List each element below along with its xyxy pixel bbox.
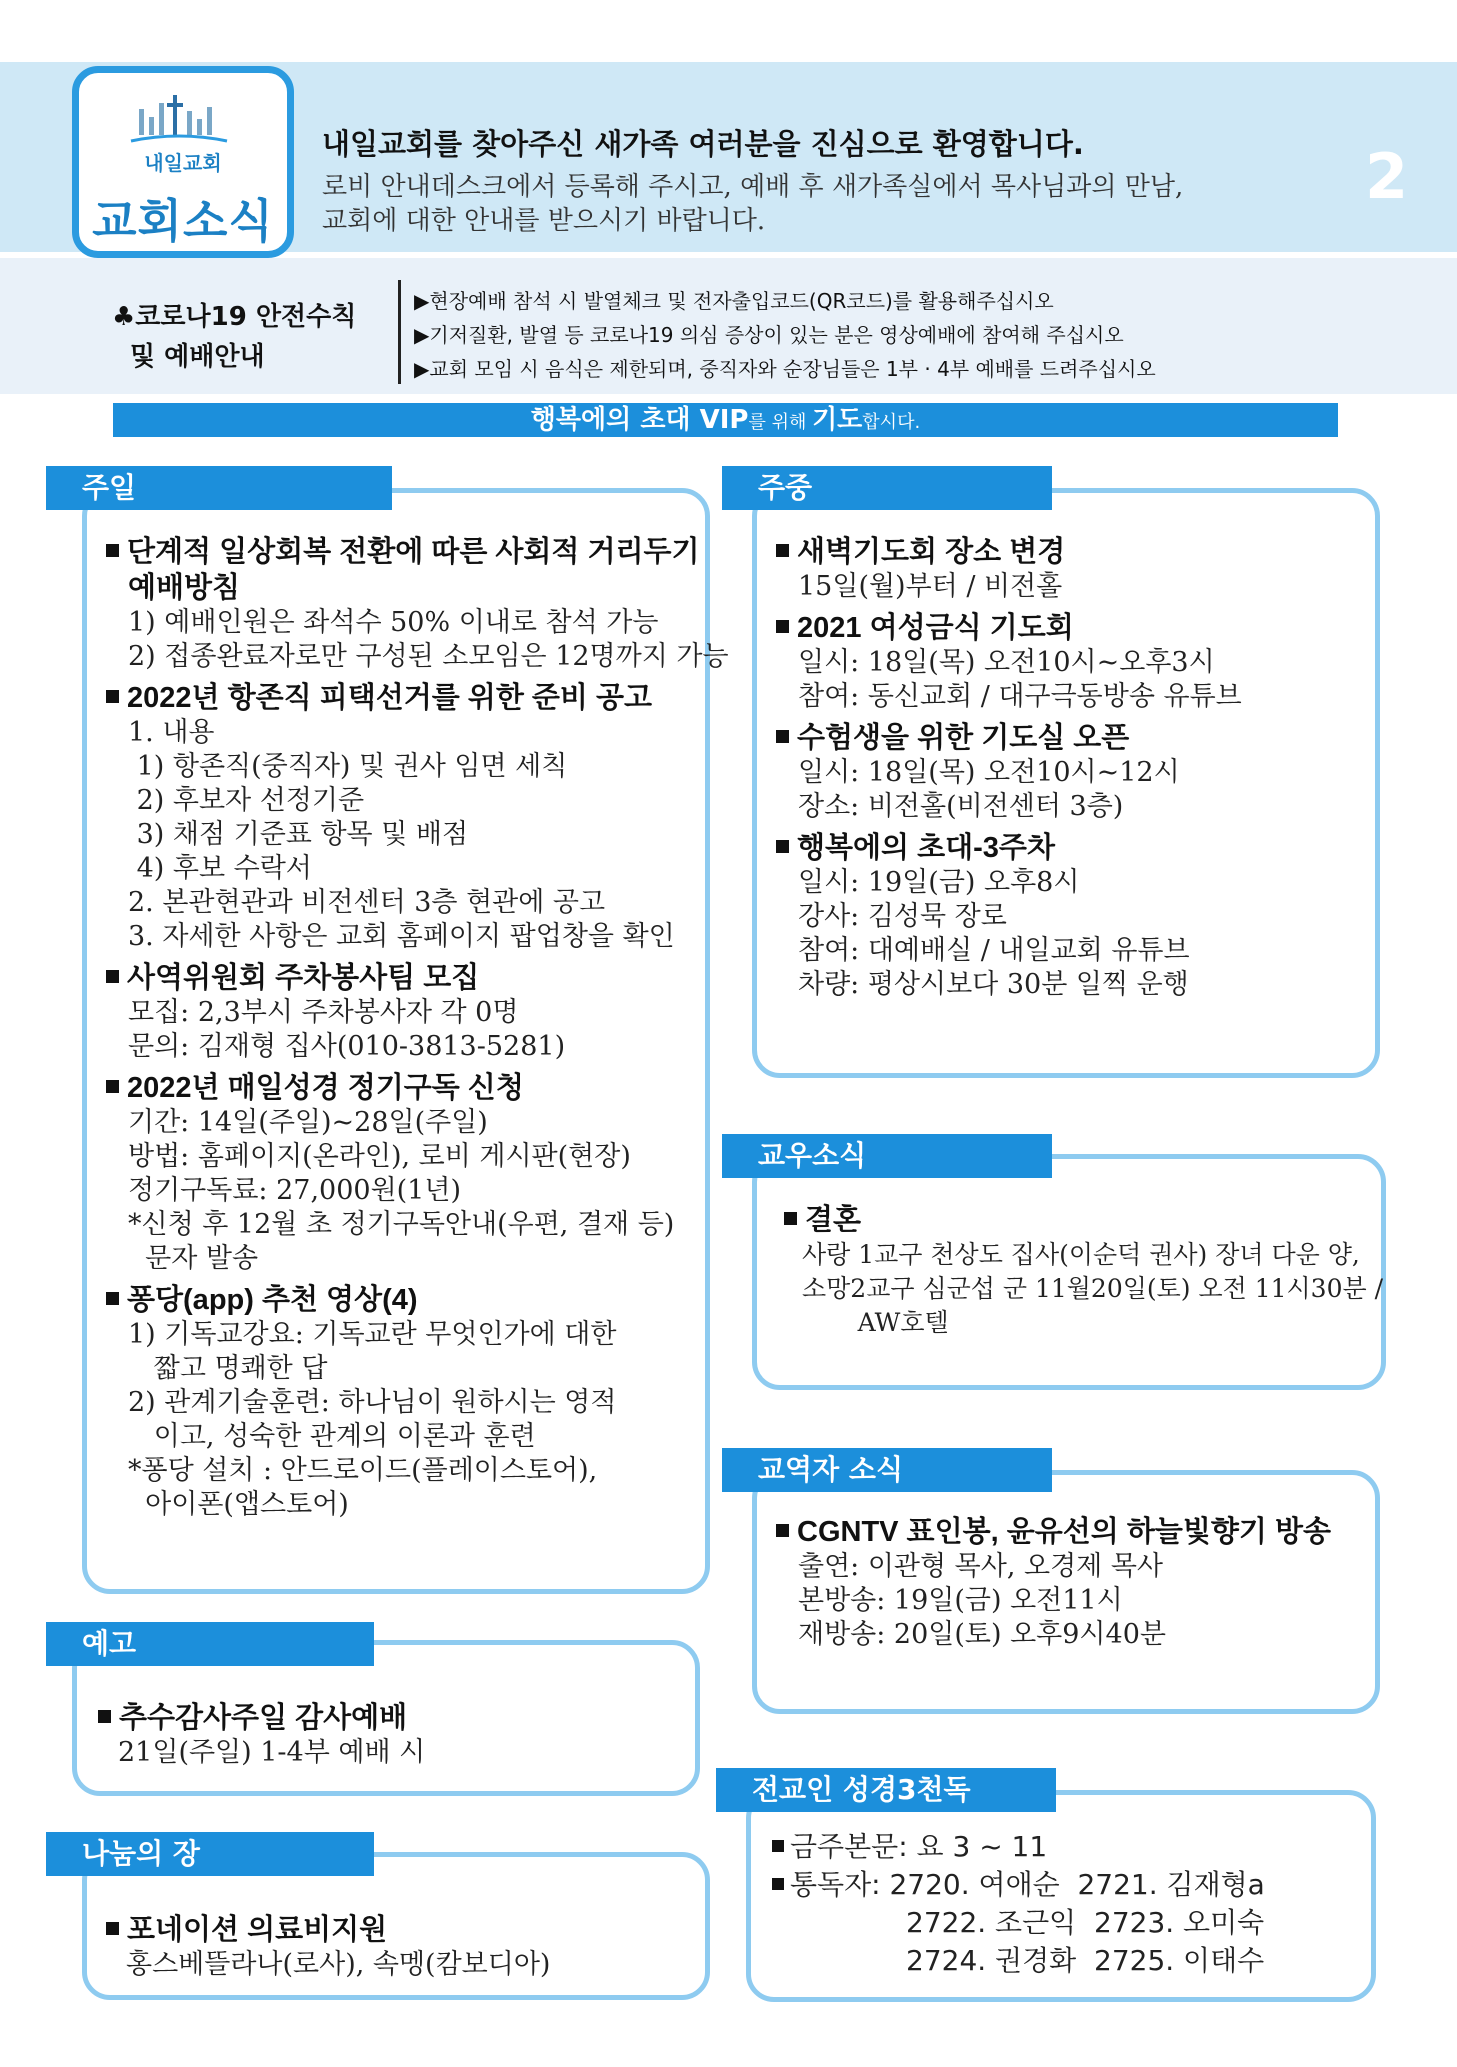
list-item-title: 포네이션 의료비지원: [106, 1912, 696, 1948]
bullet-square-icon: [776, 620, 789, 633]
list-item-body: [776, 756, 1366, 824]
body-line: 1) 기독교강요: 기독교란 무엇인가에 대한: [128, 1319, 617, 1350]
welcome-line-1: 로비 안내데스크에서 등록해 주시고, 예배 후 새가족실에서 목사님과의 만남,: [322, 172, 1184, 202]
bullet-square-icon: [106, 1922, 119, 1935]
covid-line: ▶기저질환, 발열 등 코로나19 의심 증상이 있는 분은 영상예배에 참여해 주십시오: [414, 323, 1124, 347]
list-item-body: [776, 866, 1366, 1002]
body-line: 출연: 이관형 목사, 오경제 목사: [798, 1551, 1163, 1582]
list-item-body: [776, 570, 1366, 604]
sunday-content: [106, 528, 729, 1522]
body-line: 강사: 김성묵 장로: [798, 901, 1007, 932]
body-line: 1) 예배인원은 좌석수 50% 이내로 참석 가능: [128, 607, 659, 638]
bullet-square-icon: [106, 1080, 119, 1093]
church-logo: [72, 66, 294, 258]
body-line: 15일(월)부터 / 비전홀: [798, 571, 1063, 602]
body-line: 참여: 대예배실 / 내일교회 유튜브: [798, 935, 1190, 966]
weekday-tab: 주중: [722, 466, 1052, 510]
list-item-body: [106, 1106, 706, 1276]
church-building-icon: [129, 91, 229, 147]
body-line: 기간: 14일(주일)~28일(주일): [128, 1107, 488, 1138]
body-line: 이고, 성숙한 관계의 이론과 훈련: [128, 1421, 536, 1452]
bullet-square-icon: [776, 840, 789, 853]
page-title: 교회소식: [92, 194, 274, 248]
list-item-body: [776, 646, 1366, 714]
members-tab: 교우소식: [722, 1134, 1052, 1178]
weekday-content: [776, 528, 1366, 1002]
bible-tab: 전교인 성경3천독: [716, 1768, 1056, 1812]
banner-part-2: 를 위해: [748, 412, 813, 433]
list-item-body: [106, 1318, 706, 1522]
body-line: 2. 본관현관과 비전센터 3층 현관에 공고: [128, 887, 606, 918]
body-line: 참여: 동신교회 / 대구극동방송 유튜브: [798, 681, 1242, 712]
notice-tab: 예고: [46, 1622, 374, 1666]
body-line: 문의: 김재형 집사(010-3813-5281): [128, 1031, 566, 1062]
body-line: 재방송: 20일(토) 오후9시40분: [798, 1619, 1166, 1650]
bullet-square-icon: [776, 544, 789, 557]
welcome-line-2: 교회에 대한 안내를 받으시기 바랍니다.: [322, 206, 766, 236]
body-line: 문자 발송: [128, 1243, 259, 1274]
list-item-title: CGNTV 표인봉, 윤유선의 하늘빛향기 방송: [776, 1514, 1376, 1550]
body-line: 본방송: 19일(금) 오전11시: [798, 1585, 1123, 1616]
body-line: 소망2교구 심군섭 군 11월20일(토) 오전 11시30분 /: [802, 1274, 1384, 1303]
bullet-square-icon: [784, 1212, 797, 1225]
bible-line: 2722. 조근익 2723. 오미숙: [906, 1906, 1265, 1939]
body-line: 모집: 2,3부시 주차봉사자 각 0명: [128, 997, 519, 1028]
body-line: 방법: 홈페이지(온라인), 로비 게시판(현장): [128, 1141, 631, 1172]
body-line: AW호텔: [802, 1308, 949, 1337]
list-item-title: 행복에의 초대-3주차: [776, 830, 1366, 866]
divider: [398, 280, 401, 384]
list-item-title: 수험생을 위한 기도실 오픈: [776, 720, 1366, 756]
body-line: 1. 내용: [128, 717, 215, 748]
ministers-content: [776, 1508, 1376, 1652]
banner-part-1: 행복에의 초대 VIP: [530, 405, 749, 435]
covid-line: ▶현장예배 참석 시 발열체크 및 전자출입코드(QR코드)를 활용해주십시오: [414, 289, 1054, 313]
list-item-title: 2021 여성금식 기도회: [776, 610, 1366, 646]
list-item-title: 사역위원회 주차봉사팀 모집: [106, 960, 706, 996]
body-line: 홍스베뜰라나(로사), 속멩(캄보디아): [126, 1949, 551, 1980]
list-item-title: 새벽기도회 장소 변경: [776, 534, 1366, 570]
list-item-title: 결혼: [784, 1202, 1384, 1238]
body-line: 2) 관계기술훈련: 하나님이 원하시는 영적: [128, 1387, 617, 1418]
prayer-banner: [113, 403, 1338, 437]
list-item-title: 추수감사주일 감사예배: [98, 1700, 688, 1736]
bullet-square-icon: [98, 1710, 111, 1723]
sharing-content: [106, 1906, 696, 1982]
body-line: *신청 후 12월 초 정기구독안내(우편, 결재 등): [128, 1209, 675, 1240]
body-line: 일시: 19일(금) 오후8시: [798, 867, 1080, 898]
list-item-title: 퐁당(app) 추천 영상(4): [106, 1282, 706, 1318]
list-item-body: [776, 1550, 1376, 1652]
sunday-tab: 주일: [46, 466, 392, 510]
bullet-square-icon: [106, 970, 119, 983]
body-line: 장소: 비전홀(비전센터 3층): [798, 791, 1124, 822]
ministers-tab: 교역자 소식: [722, 1448, 1052, 1492]
bullet-square-icon: [106, 1292, 119, 1305]
list-item-body: [784, 1238, 1384, 1340]
list-item-title: 2022년 항존직 피택선거를 위한 준비 공고: [106, 680, 706, 716]
body-line: 3) 채점 기준표 항목 및 배점: [128, 819, 469, 850]
page-number: 2: [1365, 140, 1409, 213]
bullet-square-icon: [772, 1840, 784, 1852]
body-line: 3. 자세한 사항은 교회 홈페이지 팝업창을 확인: [128, 921, 675, 952]
covid-line: ▶교회 모임 시 음식은 제한되며, 중직자와 순장님들은 1부 · 4부 예배를 드려주십시오: [414, 357, 1156, 381]
list-item-body: [106, 996, 706, 1064]
notice-content: [98, 1694, 688, 1770]
banner-part-4: 합시다.: [862, 412, 921, 433]
bullet-square-icon: [772, 1878, 784, 1890]
body-line: *퐁당 설치 : 안드로이드(플레이스토어),: [128, 1455, 598, 1486]
covid-title: [112, 297, 356, 377]
members-content: [784, 1196, 1384, 1340]
body-line: 사랑 1교구 천상도 집사(이순덕 권사) 장녀 다운 양,: [802, 1240, 1360, 1269]
body-line: 짧고 명쾌한 답: [128, 1353, 328, 1384]
bible-line: 2724. 권경화 2725. 이태수: [906, 1944, 1265, 1977]
body-line: 4) 후보 수락서: [128, 853, 312, 884]
body-line: 정기구독료: 27,000원(1년): [128, 1175, 461, 1206]
banner-part-3: 기도: [812, 405, 863, 435]
list-item-body: [106, 606, 729, 674]
bullet-square-icon: [106, 544, 119, 557]
bullet-square-icon: [106, 690, 119, 703]
sharing-tab: 나눔의 장: [46, 1832, 374, 1876]
bullet-square-icon: [776, 730, 789, 743]
covid-guidelines: [414, 284, 1156, 386]
body-line: 2) 후보자 선정기준: [128, 785, 365, 816]
body-line: 2) 접종완료자로만 구성된 소모임은 12명까지 가능: [128, 641, 729, 672]
body-line: 차량: 평상시보다 30분 일찍 운행: [798, 969, 1189, 1000]
covid-title-line-2: 및 예배안내: [130, 342, 265, 372]
list-item-title-cont: 예배방침: [128, 572, 241, 604]
body-line: 아이폰(앱스토어): [128, 1489, 349, 1520]
bible-line: 금주본문: 요 3 ~ 11: [772, 1828, 1372, 1866]
logo-small-text: 내일교회: [144, 151, 222, 175]
list-item-body: [106, 716, 706, 954]
body-line: 21일(주일) 1-4부 예배 시: [118, 1737, 426, 1768]
body-line: 1) 항존직(중직자) 및 권사 임면 세칙: [128, 751, 568, 782]
welcome-title: 내일교회를 찾아주신 새가족 여러분을 진심으로 환영합니다.: [322, 127, 1084, 161]
body-line: 일시: 18일(목) 오전10시~오후3시: [798, 647, 1215, 678]
bible-content: [772, 1828, 1372, 1980]
list-item-title: 2022년 매일성경 정기구독 신청: [106, 1070, 706, 1106]
covid-title-line-1: ♣코로나19 안전수칙: [112, 302, 357, 332]
body-line: 일시: 18일(목) 오전10시~12시: [798, 757, 1180, 788]
bullet-square-icon: [776, 1524, 789, 1537]
bible-line: 통독자: 2720. 여애순 2721. 김재형a: [772, 1866, 1372, 1904]
list-item-title: 단계적 일상회복 전환에 따른 사회적 거리두기: [106, 534, 706, 570]
